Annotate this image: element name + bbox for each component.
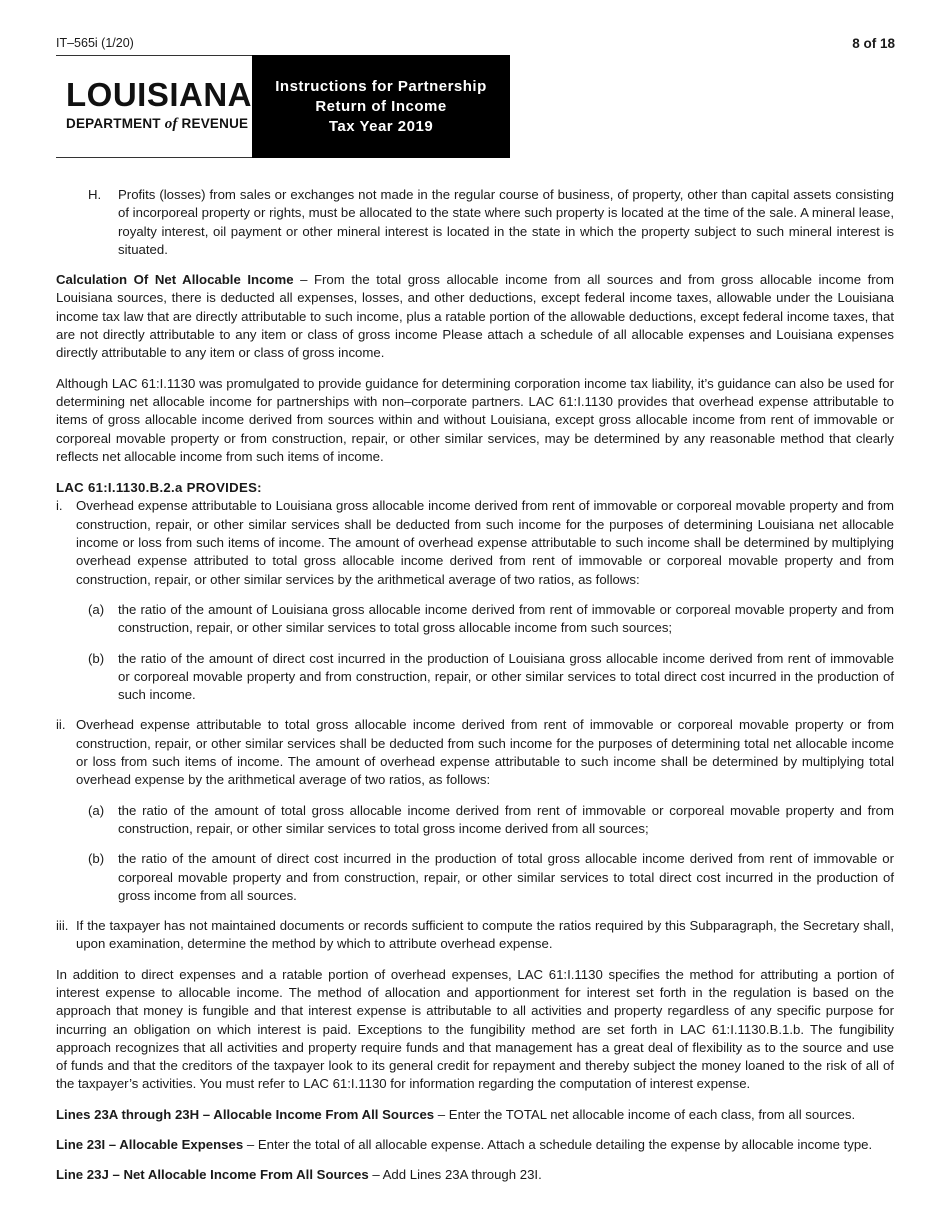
line-text: – Enter the TOTAL net allocable income of each class, from all sources. [434,1106,856,1122]
page-number: 8 of 18 [852,36,895,51]
document-title-box [252,55,510,158]
line-23j-instruction [56,1166,894,1184]
calculation-heading: Calculation Of Net Allocable Income [56,272,294,288]
list-item-i-b [88,650,894,705]
line-text: – Enter the total of all allocable expense. Attach a schedule detailing the expense by allocable income type. [243,1137,873,1153]
logo-sub-post: REVENUE [177,116,249,131]
item-text: Profits (losses) from sales or exchanges not made in the regular course of business, of property, other than capital assets consisting of incorporeal property or rights, must be allocated to the state where such property is located at the time of the sale. A mineral lease, royalty interest, oil payment or other mineral interest is located in the state in which the property subject to such mineral interest is situated. [118,187,894,257]
title-line-2: Return of Income [315,97,447,115]
logo-sub-of: of [164,116,178,132]
item-text: the ratio of the amount of total gross allocable income derived from rent of immovable or corporeal movable property and from construction, repair, or other similar services to total gross income derived from all sources; [118,802,894,836]
item-label: iii. [56,918,69,934]
item-text: the ratio of the amount of direct cost incurred in the production of total gross allocable income derived from rent of immovable or corporeal movable property and from construction, repair, or other similar services to total direct cost incurred in the production of gross income from all sources. [118,851,894,903]
calculation-paragraph [56,271,894,362]
item-label: (a) [88,601,105,617]
line-heading: Lines 23A through 23H – Allocable Income From All Sources [56,1106,435,1122]
item-label: ii. [56,717,66,733]
line-23a-23h-instruction [56,1106,894,1124]
lac-heading: LAC 61:I.1130.B.2.a PROVIDES: [56,480,262,496]
although-paragraph: Although LAC 61:I.1130 was promulgated to provide guidance for determining corporation income tax liability, it’s guidance can also be used for determining net allocable income for partnerships with non–corporate partners. LAC 61:I.1130 provides that overhead expense attributable to items of gross allocable income derived from sources within and without Louisiana, except gross allocable income from rent of immovable or corporeal movable property or from construction, repair, or other similar services, may be determined by any reasonable method that clearly reflects net allocable income from such items of income. [56,375,894,464]
item-text: Overhead expense attributable to total gross allocable income derived from rent of immovable or corporeal movable property or from construction, repair, or other similar services shall be deducted from such income for the purposes of determining total net allocable income or loss from such items of income. The amount of overhead expense attributable to such income shall be determined by multiplying total overhead expense by the arithmetical average of two ratios, as follows: [76,717,894,788]
title-line-1: Instructions for Partnership [275,77,487,95]
title-line-3: Tax Year 2019 [328,117,434,135]
item-label: (a) [88,802,105,818]
list-item-i [56,497,894,588]
document-body [56,186,894,1185]
item-label: i. [56,498,63,514]
line-heading: Line 23J – Net Allocable Income From All Sources [56,1167,369,1183]
item-text: Overhead expense attributable to Louisiana gross allocable income derived from rent of immovable or corporeal movable property and from construction, repair, or other similar services shall be deducted from such income for the purposes of determining Louisiana net allocable income or loss from such items of income. The amount of overhead expense attributable to such income shall be determined by multiplying overhead expense attributed to total gross allocable income derived from rent of immovable or corporeal movable property and from construction, repair, or other similar services by the arithmetical average of two ratios, as follows: [76,498,894,587]
line-text: – Add Lines 23A through 23I. [368,1167,542,1183]
list-item-i-a [88,601,894,638]
list-item-ii [56,716,894,789]
item-text: the ratio of the amount of Louisiana gross allocable income derived from rent of immovable or corporeal movable property and from construction, repair, or other similar services to total gross allocable income from such sources; [118,601,894,636]
louisiana-dor-logo [56,56,252,157]
item-label: H. [88,187,102,202]
item-text: If the taxpayer has not maintained documents or records sufficient to compute the ratios required by this Subparagraph, the Secretary shall, upon examination, determine the method by which to attribute overhead expense. [76,918,894,952]
form-id: IT–565i (1/20) [56,36,134,50]
interest-paragraph: In addition to direct expenses and a ratable portion of overhead expenses, LAC 61:I.1130 specifies the method for attributing a portion of interest expense to allocable income. The method of allocation and apportionment for interest set forth in the regulation is based on the approach that money is fungible and that interest expense is attributable to all activities and property regardless of any specific purpose for incurring an obligation on which interest is paid. Exceptions to the fungibility method are set forth in LAC 61:I.1130.B.1.b. The fungibility approach recognizes that all activities and property require funds and that management has a great deal of flexibility as to the source and use of funds and that the creditors of the taxpayer look to its general credit for repayment and thereby subject the money loaned to the risk of all of the taxpayer’s activities. You must refer to LAC 61:I.1130 for information regarding the computation of interest expense. [56,966,894,1092]
item-label: (b) [88,650,105,666]
item-text: the ratio of the amount of direct cost incurred in the production of Louisiana gross allocable income derived from rent of immovable or corporeal movable property and from construction, repair, or other similar services to total direct cost incurred in the production of such income. [118,650,894,703]
list-item-ii-b [88,850,894,905]
list-item-ii-a [88,802,894,839]
logo-sub-pre: DEPARTMENT [66,116,165,131]
page-header [56,55,510,158]
logo-sub-text [66,116,248,133]
list-item-h [88,186,894,259]
line-heading: Line 23I – Allocable Expenses [56,1137,244,1153]
item-label: (b) [88,851,105,867]
calculation-text: – From the total gross allocable income from all sources and from gross allocable income from Louisiana sources, there is deducted all expenses, losses, and other deductions, except federal income taxes, allowable under the Louisiana income tax law that are directly attributable to such income, plus a ratable portion of the allowable deductions, except federal income taxes, that are not directly attributable to any item or class of gross income Please attach a schedule of all allocable expenses and Louisiana expenses directly attributable to any item or class of gross income. [56,272,894,361]
line-23i-instruction [56,1136,894,1154]
logo-main-text: LOUISIANA [66,76,252,113]
list-item-iii [56,917,894,954]
